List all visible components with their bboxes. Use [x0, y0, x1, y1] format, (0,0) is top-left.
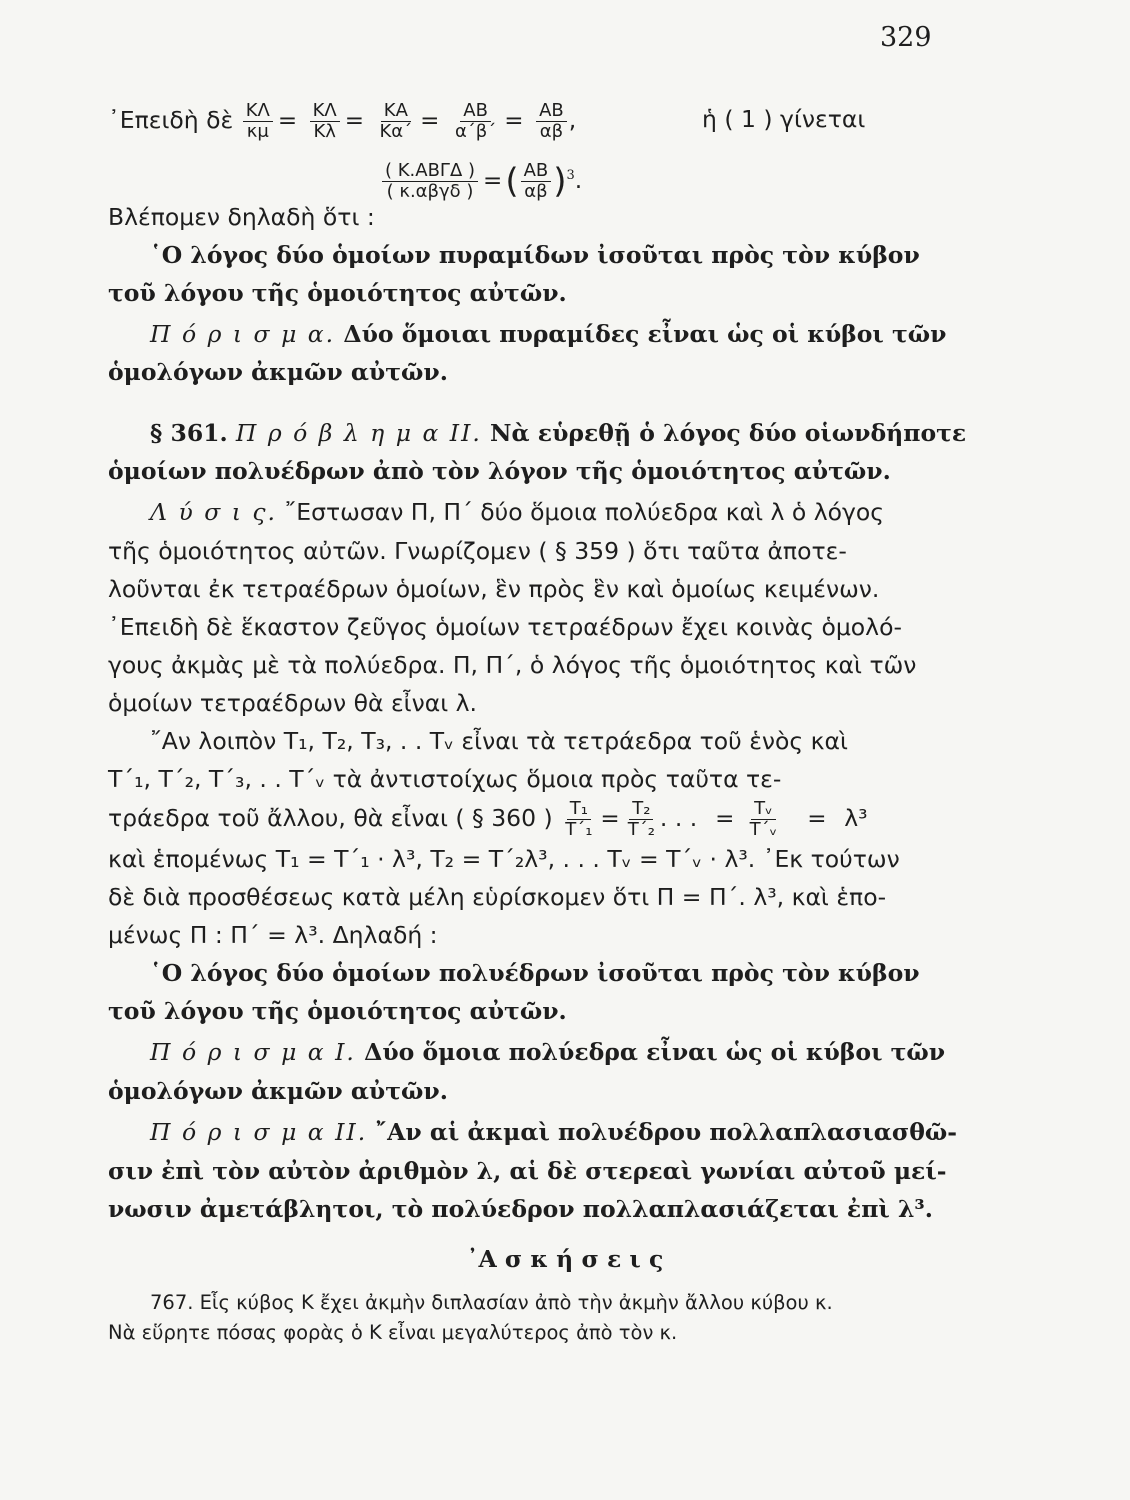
solution-line-5: γους ἀκμὰς μὲ τὰ πολύεδρα. Π, Π΄, ὁ λόγος τῆς ὁμοιότητος καὶ τῶν — [108, 651, 917, 679]
fraction-3: $\frac{KA}{K\alpha΄}$ — [379, 100, 413, 142]
problem-heading: § 361. Π ρ ό β λ η μ α ΙΙ. Νὰ εὑρεθῇ ὁ λόγος δύο οἱωνδήποτε — [150, 419, 967, 447]
fraction-2: $\frac{K\Lambda}{K\lambda}$ — [310, 101, 340, 142]
corollary-line-2: ὁμολόγων ἀκμῶν αὐτῶν. — [108, 358, 448, 386]
fraction-5: $\frac{AB}{\alpha\beta}$ — [536, 101, 567, 142]
conclusion-line-1: ῾Ο λόγος δύο ὁμοίων πολυέδρων ἰσοῦται πρὸς τὸν κύβον — [150, 959, 920, 987]
theorem-line-1: ῾Ο λόγος δύο ὁμοίων πυραμίδων ἰσοῦται πρὸς τὸν κύβον — [150, 241, 920, 269]
corollary-2-line-1: Π ό ρ ι σ μ α ΙΙ. ῎Αν αἱ ἀκμαὶ πολυέδρου πολλαπλασιασθῶ- — [150, 1118, 958, 1146]
solution-line-6: ὁμοίων τετραέδρων θὰ εἶναι λ. — [108, 689, 478, 717]
exercise-767-line-1: 767. Εἷς κύβος Κ ἔχει ἀκμὴν διπλασίαν ἀπὸ τὴν ἀκμὴν ἄλλου κύβου κ. — [150, 1291, 833, 1314]
corollary-2-line-3: νωσιν ἀμετάβλητοι, τὸ πολύεδρον πολλαπλασιάζεται ἐπὶ λ³. — [108, 1195, 933, 1223]
volume-ratio-equation: $\frac{\text{( Κ.ΑΒΓΔ )}}{\text{( κ.αβγδ )}}$ =( $\frac{AB}{\alpha\beta}$ )$^3$. — [380, 148, 582, 209]
solution-line-11: δὲ διὰ προσθέσεως κατὰ μέλη εὑρίσκομεν ὅτι Π = Π΄. λ³, καὶ ἑπο- — [108, 883, 887, 911]
corollary-1-line-2: ὁμολόγων ἀκμῶν αὐτῶν. — [108, 1077, 448, 1105]
solution-line-12: μένως Π : Π΄ = λ³. Δηλαδή : — [108, 921, 438, 949]
text-line-1: Βλέπομεν δηλαδὴ ὅτι : — [108, 203, 375, 231]
fraction-4: $\frac{AB}{\alpha΄\beta΄}$ — [454, 100, 497, 142]
solution-line-4: ᾿Επειδὴ δὲ ἕκαστον ζεῦγος ὁμοίων τετραέδρων ἔχει κοινὰς ὁμολό- — [108, 613, 902, 641]
volume-fraction: $\frac{\text{( Κ.ΑΒΓΔ )}}{\text{( κ.αβγδ )}}$ — [382, 161, 478, 202]
corollary-2-line-2: σιν ἐπὶ τὸν αὐτὸν ἀριθμὸν λ, αἱ δὲ στερεαὶ γωνίαι αὐτοῦ μεί- — [108, 1157, 947, 1185]
exercise-767-line-2: Νὰ εὕρητε πόσας φορὰς ὁ Κ εἶναι μεγαλύτερος ἀπὸ τὸν κ. — [108, 1321, 678, 1344]
solution-line-8: Τ΄₁, Τ΄₂, Τ΄₃, . . Τ΄ᵥ τὰ ἀντιστοίχως ὅμοια πρὸς ταῦτα τε- — [108, 765, 782, 793]
solution-line-3: λοῦνται ἐκ τετραέδρων ὁμοίων, ἓν πρὸς ἓν καὶ ὁμοίως κειμένων. — [108, 575, 880, 603]
exercises-heading: ᾿Α σ κ ή σ ε ι ς — [466, 1245, 664, 1273]
equation-lead: ᾿Επειδὴ δὲ — [108, 106, 234, 134]
solution-line-10: καὶ ἑπομένως Τ₁ = Τ΄₁ · λ³, Τ₂ = Τ΄₂λ³, . . . Τᵥ = Τ΄ᵥ · λ³. ᾿Εκ τούτων — [108, 845, 900, 873]
ratio-t1: $\frac{\text{Τ₁}}{\text{Τ΄₁}}$ — [565, 798, 593, 840]
solution-line-2: τῆς ὁμοιότητος αὐτῶν. Γνωρίζομεν ( § 359 ) ὅτι ταῦτα ἀποτε- — [108, 537, 847, 565]
corollary-1-line-1: Π ό ρ ι σ μ α Ι. Δύο ὅμοια πολύεδρα εἶναι ὡς οἱ κύβοι τῶν — [150, 1038, 946, 1066]
ratio-tv: $\frac{\text{Τᵥ}}{\text{Τ΄ᵥ}}$ — [749, 798, 778, 840]
ratio-t2: $\frac{\text{Τ₂}}{\text{Τ΄₂}}$ — [627, 798, 655, 840]
page-number: 329 — [880, 22, 932, 53]
fraction-1: $\frac{K\Lambda}{\kappa\mu}$ — [243, 101, 273, 142]
tetrahedra-ratio-line: τράεδρα τοῦ ἄλλου, θὰ εἶναι ( § 360 ) $\frac{\text{Τ₁}}{\text{Τ΄₁}}$ = $\frac{\text{Τ₂}}{\text{Τ΄₂}}$ . . . = $\frac{\text{Τᵥ}}{\text{Τ΄ᵥ}}$ = λ³ — [108, 798, 868, 840]
conclusion-line-2: τοῦ λόγου τῆς ὁμοιότητος αὐτῶν. — [108, 997, 567, 1025]
problem-line-2: ὁμοίων πολυέδρων ἀπὸ τὸν λόγον τῆς ὁμοιότητος αὐτῶν. — [108, 457, 891, 485]
ratio-equation: ᾿Επειδὴ δὲ $\frac{K\Lambda}{\kappa\mu}$ = $\frac{K\Lambda}{K\lambda}$ = $\frac{KA}{K\alpha΄}$ = $\frac{AB}{\alpha΄\beta΄}$ = $\frac{AB}{\alpha\beta}$ , — [108, 100, 577, 142]
solution-line-1: Λ ύ σ ι ς. ῎Εστωσαν Π, Π΄ δύο ὅμοια πολύεδρα καὶ λ ὁ λόγος — [150, 498, 885, 526]
theorem-line-2: τοῦ λόγου τῆς ὁμοιότητος αὐτῶν. — [108, 279, 567, 307]
equation-connector: ἡ ( 1 ) γίνεται — [702, 105, 866, 133]
edge-fraction: $\frac{AB}{\alpha\beta}$ — [521, 161, 552, 202]
corollary-line-1: Π ό ρ ι σ μ α. Δύο ὅμοιαι πυραμίδες εἶναι ὡς οἱ κύβοι τῶν — [150, 320, 947, 348]
solution-line-7: ῎Αν λοιπὸν Τ₁, Τ₂, Τ₃, . . Τᵥ εἶναι τὰ τετράεδρα τοῦ ἑνὸς καὶ — [150, 727, 848, 755]
